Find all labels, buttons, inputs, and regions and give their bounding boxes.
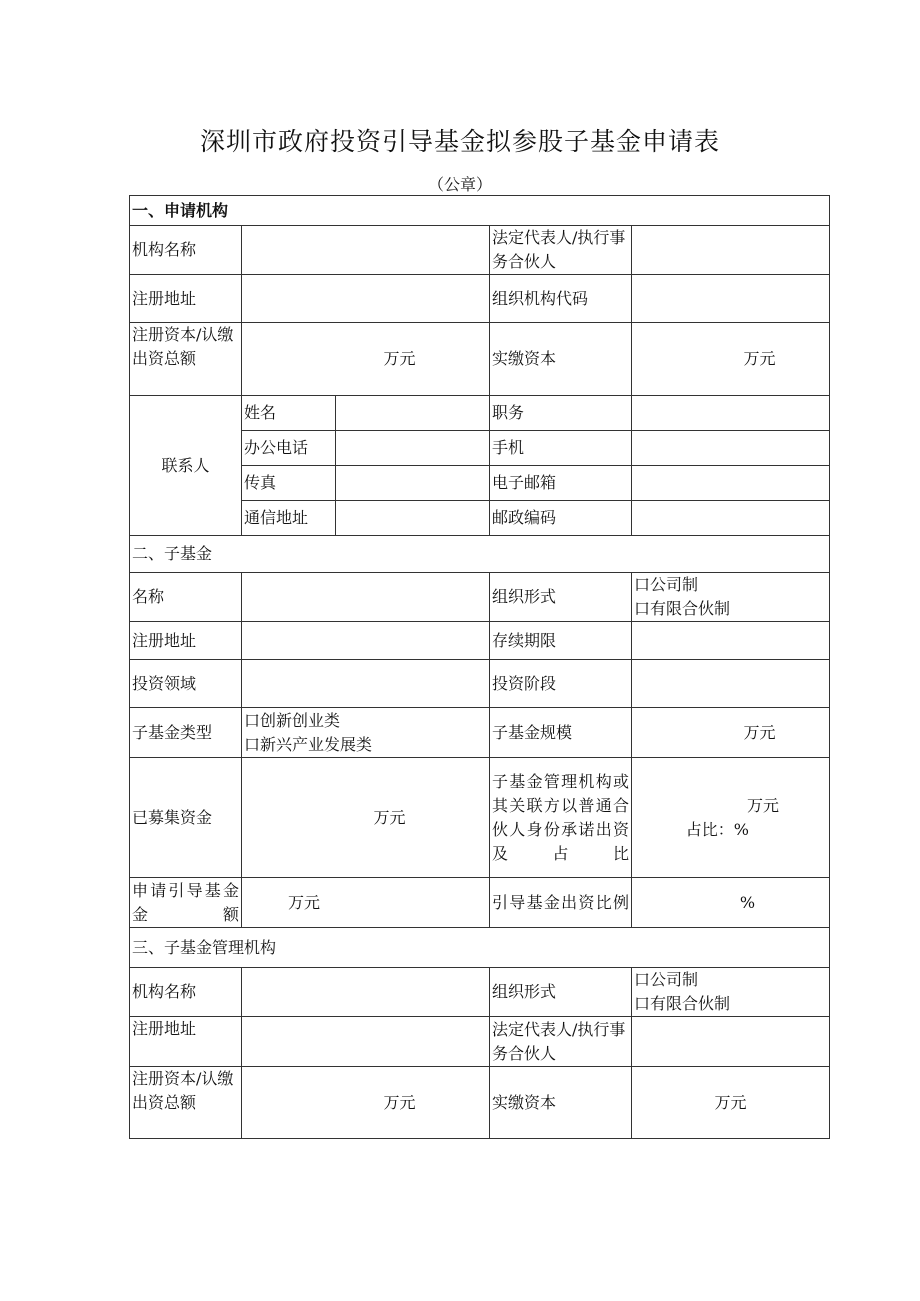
label-mobile: 手机: [490, 431, 632, 466]
field-duration[interactable]: [632, 622, 830, 660]
unit-label: 万元: [743, 349, 776, 368]
field-mgr-legal-rep[interactable]: [632, 1017, 830, 1067]
option-company[interactable]: 口公司制: [634, 970, 699, 989]
label-org-name: 机构名称: [130, 226, 242, 275]
label-duration: 存续期限: [490, 622, 632, 660]
label-office-phone: 办公电话: [242, 431, 336, 466]
field-reg-addr[interactable]: [242, 275, 490, 323]
field-fax[interactable]: [336, 466, 490, 501]
field-mgr-reg-addr[interactable]: [242, 1017, 490, 1067]
label-fund-type: 子基金类型: [130, 708, 242, 758]
field-position[interactable]: [632, 396, 830, 431]
option-innovation[interactable]: 口创新创业类: [244, 710, 341, 730]
label-fax: 传真: [242, 466, 336, 501]
unit-label: 万元: [714, 1092, 747, 1112]
field-mgr-org-form[interactable]: [632, 968, 830, 1017]
field-reg-capital[interactable]: [242, 323, 490, 396]
section-2-header: 二、子基金: [130, 536, 830, 573]
field-mail-addr[interactable]: [336, 501, 490, 536]
field-mgr-org-name[interactable]: [242, 968, 490, 1017]
label-fund-reg-addr: 注册地址: [130, 622, 242, 660]
field-fund-reg-addr[interactable]: [242, 622, 490, 660]
label-contact: 联系人: [130, 396, 242, 536]
field-org-code[interactable]: [632, 275, 830, 323]
field-fund-scale[interactable]: [632, 708, 830, 758]
field-fund-name[interactable]: [242, 573, 490, 622]
label-paid-capital: 实缴资本: [490, 323, 632, 396]
field-fund-type[interactable]: [242, 708, 490, 758]
field-postcode[interactable]: [632, 501, 830, 536]
seal-label: （公章）: [427, 175, 492, 194]
field-legal-rep[interactable]: [632, 226, 830, 275]
option-company[interactable]: 口公司制: [634, 575, 699, 594]
label-position: 职务: [490, 396, 632, 431]
field-invest-field[interactable]: [242, 660, 490, 708]
field-org-name[interactable]: [242, 226, 490, 275]
field-gp-commit[interactable]: [632, 758, 830, 878]
unit-label: 万元: [288, 892, 321, 912]
unit-label: 万元: [383, 1092, 416, 1112]
label-mail-addr: 通信地址: [242, 501, 336, 536]
unit-label: 万元: [383, 349, 416, 368]
field-email[interactable]: [632, 466, 830, 501]
section-3-header: 三、子基金管理机构: [130, 928, 830, 968]
section-1-header: 一、申请机构: [130, 196, 830, 226]
label-legal-rep: 法定代表人/执行事务合伙人: [490, 226, 632, 275]
label-email: 电子邮箱: [490, 466, 632, 501]
field-guide-amount[interactable]: [242, 878, 490, 928]
unit-label: 万元: [743, 722, 776, 742]
label-fund-org-form: 组织形式: [490, 573, 632, 622]
option-limited-partnership[interactable]: 口有限合伙制: [634, 994, 731, 1013]
field-contact-name[interactable]: [336, 396, 490, 431]
label-reg-capital: 注册资本/认缴出资总额: [130, 323, 242, 396]
label-guide-ratio: 引导基金出资比例: [490, 878, 632, 928]
application-form-table: [129, 195, 830, 1139]
label-mgr-org-name: 机构名称: [130, 968, 242, 1017]
field-paid-capital[interactable]: [632, 323, 830, 396]
ratio-label: 占比：%: [685, 819, 749, 839]
label-org-code: 组织机构代码: [490, 275, 632, 323]
field-raised[interactable]: [242, 758, 490, 878]
label-mgr-org-form: 组织形式: [490, 968, 632, 1017]
label-mgr-legal-rep: 法定代表人/执行事务合伙人: [490, 1017, 632, 1067]
label-invest-field: 投资领域: [130, 660, 242, 708]
label-gp-commit: 子基金管理机构或其关联方以普通合伙人身份承诺出资及占比: [490, 758, 632, 878]
label-mgr-paid-capital: 实缴资本: [490, 1067, 632, 1139]
field-mgr-reg-capital[interactable]: [242, 1067, 490, 1139]
field-mgr-paid-capital[interactable]: [632, 1067, 830, 1139]
label-contact-name: 姓名: [242, 396, 336, 431]
label-guide-amount: 申请引导基金金额: [130, 878, 242, 928]
section-header-row: [130, 196, 830, 226]
label-raised: 已募集资金: [130, 758, 242, 878]
field-invest-stage[interactable]: [632, 660, 830, 708]
percent-label: %: [739, 892, 756, 912]
option-limited-partnership[interactable]: 口有限合伙制: [634, 599, 731, 618]
unit-label: 万元: [746, 795, 779, 815]
page-title: 深圳市政府投资引导基金拟参股子基金申请表: [199, 127, 720, 156]
unit-label: 万元: [373, 807, 406, 827]
label-fund-scale: 子基金规模: [490, 708, 632, 758]
field-guide-ratio[interactable]: [632, 878, 830, 928]
field-mobile[interactable]: [632, 431, 830, 466]
label-fund-name: 名称: [130, 573, 242, 622]
label-postcode: 邮政编码: [490, 501, 632, 536]
label-reg-addr: 注册地址: [130, 275, 242, 323]
label-mgr-reg-addr: 注册地址: [130, 1017, 242, 1067]
option-emerging-industry[interactable]: 口新兴产业发展类: [244, 734, 373, 754]
label-mgr-reg-capital: 注册资本/认缴出资总额: [130, 1067, 242, 1139]
field-office-phone[interactable]: [336, 431, 490, 466]
label-invest-stage: 投资阶段: [490, 660, 632, 708]
field-fund-org-form[interactable]: [632, 573, 830, 622]
